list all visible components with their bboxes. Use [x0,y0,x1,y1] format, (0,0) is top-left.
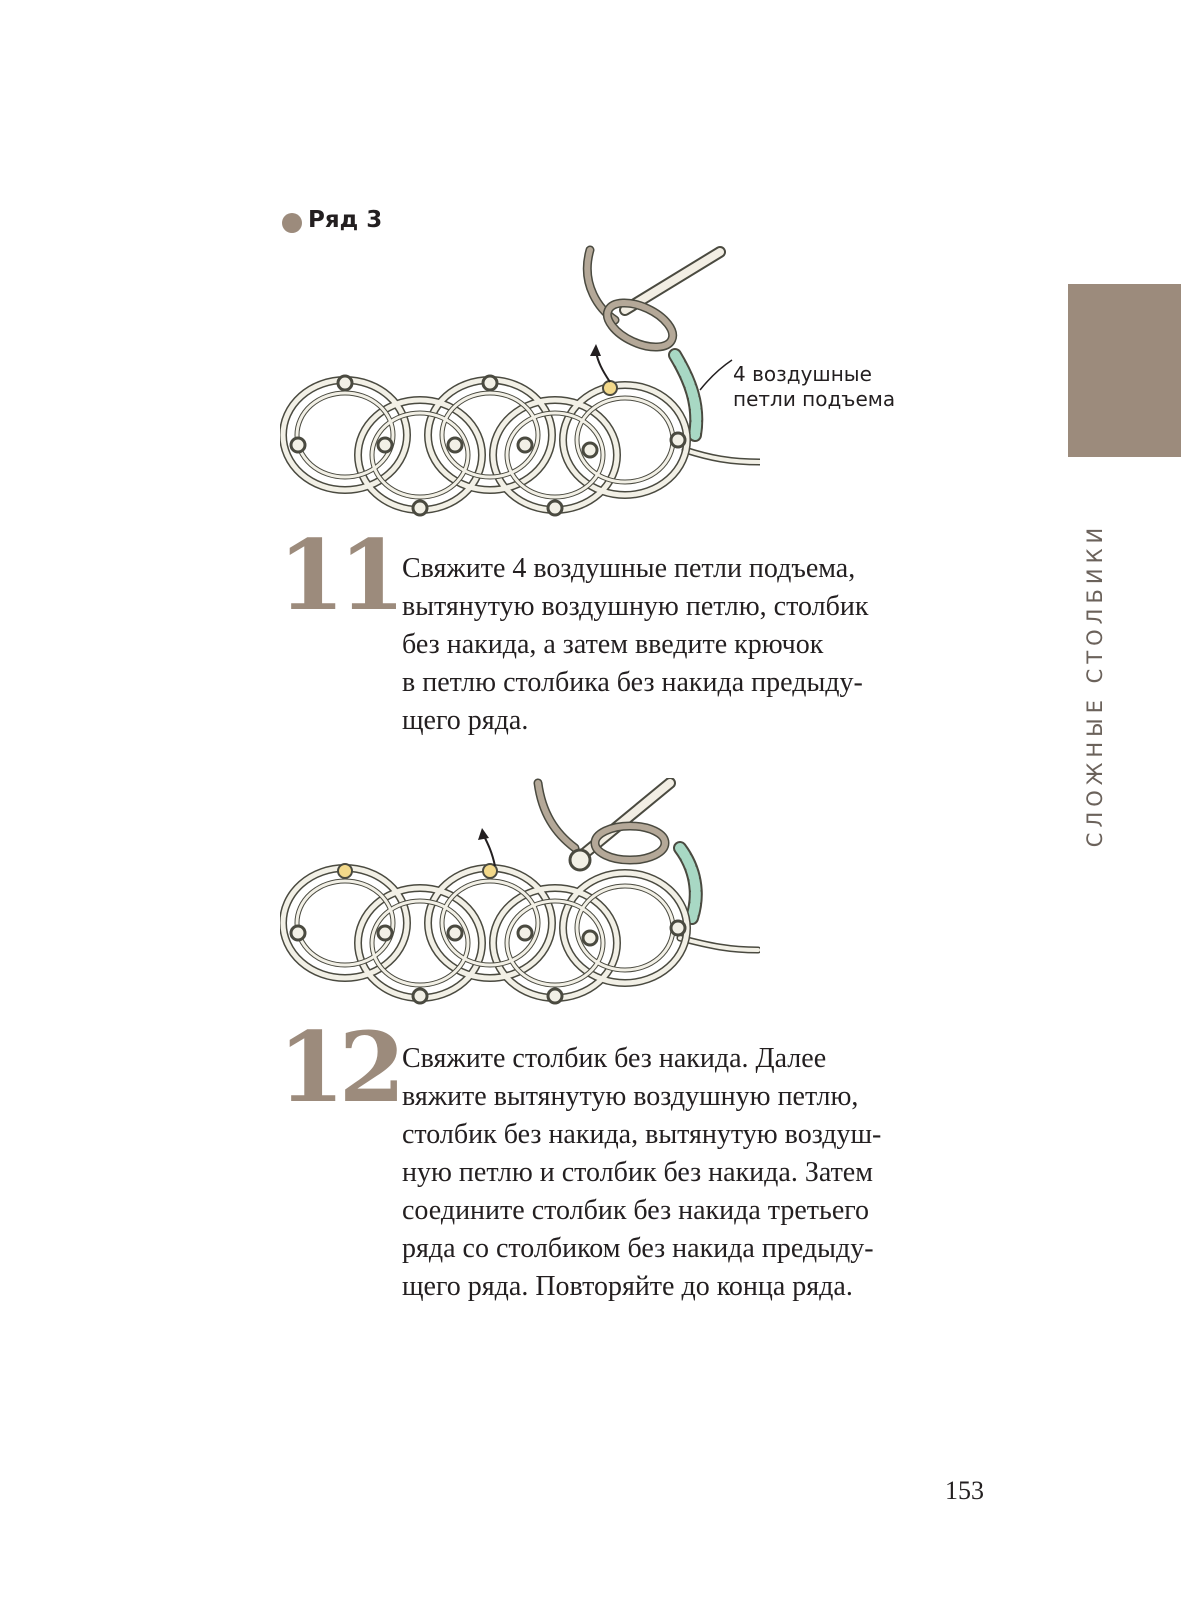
chapter-tab [1068,284,1181,457]
step-number-12: 12 [278,1011,400,1124]
section-title: СЛОЖНЫЕ СТОЛБИКИ [1083,522,1107,848]
callout-label: 4 воздушные петли подъема [733,362,896,411]
page-number: 153 [945,1476,984,1505]
crochet-illustration-step-11 [280,240,760,540]
row-bullet-icon [282,213,302,233]
step-text-11: Свяжите 4 воздушные петли подъема, вытянутую воздушную петлю, столбик без накида, а затем введите крючок в петлю столбика без накида предыду- щего ряда. [402,553,869,736]
row-heading: Ряд 3 [308,207,383,233]
section-title-container [1080,522,1110,848]
step-text-12: Свяжите столбик без накида. Далее вяжите вытянутую воздушную петлю, столбик без накида, вытянутую воздуш- ную петлю и столбик без накида. Затем соедините столбик без накида третьего ряда со столбиком без накида предыду- щего ряда. Повторяйте до конца ряда. [402,1043,882,1302]
step-number-11: 11 [278,519,400,632]
crochet-illustration-step-12 [280,778,760,1018]
